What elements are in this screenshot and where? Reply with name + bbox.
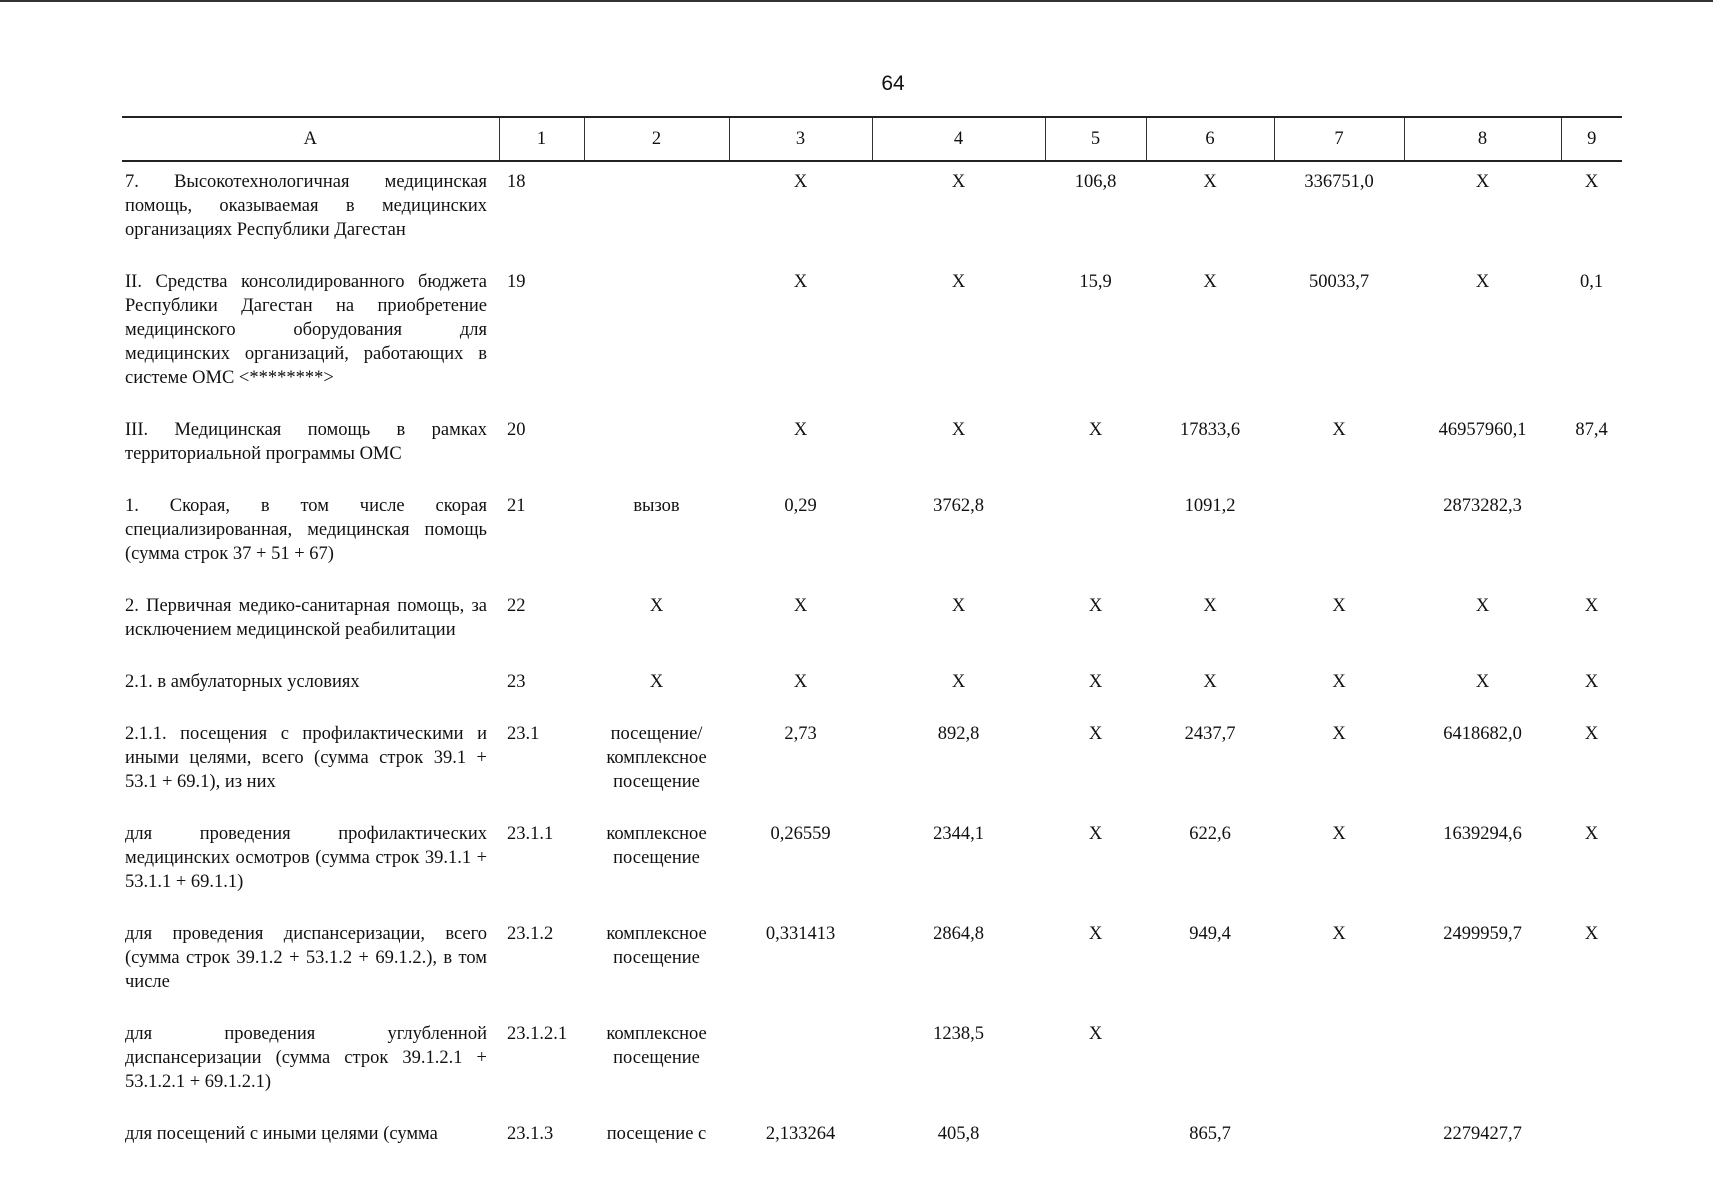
cell-col-4: Х [951, 596, 966, 616]
column-header-2: 2 [584, 117, 729, 161]
row-label-cell: II. Средства консолидированного бюджета Республики Дагестан на приобретение медицинского оборудования для медицинских организаций, работающих в системе ОМС <********> [125, 272, 487, 388]
table-row [122, 262, 1622, 410]
cell-col-3: Х [793, 596, 808, 616]
cell-col-7 [1274, 486, 1404, 586]
cell-col-2: комплексное посещение [606, 1024, 707, 1068]
row-label-cell: 1. Скорая, в том числе скорая специализированная, медицинская помощь (сумма строк 37 + 51 + 67) [125, 496, 487, 564]
column-header-7: 7 [1274, 117, 1404, 161]
cell-col-5 [1045, 486, 1146, 586]
cell-col-2 [584, 161, 729, 262]
column-header-a: А [122, 117, 499, 161]
cell-col-6: Х [1203, 172, 1217, 192]
table-row [122, 1114, 1622, 1146]
cell-col-9: Х [1584, 924, 1599, 944]
cell-col-6: Х [1203, 596, 1217, 616]
cell-col-4: Х [951, 672, 966, 692]
cell-col-6: 17833,6 [1179, 420, 1241, 440]
row-label-cell: 2. Первичная медико-санитарная помощь, за исключением медицинской реабилитации [125, 596, 487, 640]
cell-col-4: Х [951, 272, 966, 292]
cell-col-5: Х [1088, 724, 1103, 744]
row-label-cell: для посещений с иными целями (сумма [125, 1124, 438, 1144]
page-top-rule [0, 0, 1713, 2]
cell-col-1: 23.1 [507, 724, 540, 744]
cell-col-3: Х [793, 272, 808, 292]
cell-col-9: 87,4 [1575, 420, 1608, 440]
cell-col-1: 19 [507, 272, 526, 292]
cell-col-3 [729, 1014, 872, 1114]
cell-col-9 [1561, 1014, 1622, 1114]
cell-col-8 [1404, 1014, 1561, 1114]
cell-col-6: Х [1203, 672, 1217, 692]
cell-col-1: 23.1.2 [507, 924, 554, 944]
header-row [122, 117, 1622, 161]
cell-col-9: Х [1584, 596, 1599, 616]
cell-col-5 [1045, 1114, 1146, 1146]
cell-col-3: 2,73 [784, 724, 817, 744]
cell-col-1: 23.1.2.1 [507, 1024, 568, 1044]
row-label-cell: для проведения диспансеризации, всего (сумма строк 39.1.2 + 53.1.2 + 69.1.2.), в том числе [125, 924, 487, 992]
cell-col-2 [584, 262, 729, 410]
cell-col-6 [1146, 1014, 1274, 1114]
table-row [122, 814, 1622, 914]
cell-col-1: 23.1.3 [507, 1124, 554, 1144]
row-label-cell: 7. Высокотехнологичная медицинская помощь, оказываемая в медицинских организациях Республики Дагестан [125, 172, 487, 240]
cell-col-4: 892,8 [937, 724, 980, 744]
row-label-cell: 2.1.1. посещения с профилактическими и иными целями, всего (сумма строк 39.1 + 53.1 + 69.1), из них [125, 724, 487, 792]
cell-col-7: Х [1332, 724, 1346, 744]
cell-col-7: 336751,0 [1304, 172, 1374, 192]
cell-col-2: посещение/ комплексное посещение [606, 724, 707, 792]
cell-col-7: Х [1332, 596, 1346, 616]
cell-col-5: 106,8 [1074, 172, 1117, 192]
table-row [122, 161, 1622, 262]
cell-col-8: Х [1475, 596, 1490, 616]
cell-col-7: Х [1332, 672, 1346, 692]
cell-col-4: 405,8 [937, 1124, 980, 1144]
cell-col-9: Х [1584, 724, 1599, 744]
row-label-cell: III. Медицинская помощь в рамках территориальной программы ОМС [125, 420, 487, 464]
cell-col-6: 949,4 [1189, 924, 1231, 944]
cell-col-8: Х [1475, 172, 1490, 192]
cell-col-6: 622,6 [1189, 824, 1231, 844]
cell-col-5: Х [1088, 596, 1103, 616]
cell-col-6: Х [1203, 272, 1217, 292]
cell-col-2: комплексное посещение [606, 824, 707, 868]
cell-col-8: 2873282,3 [1443, 496, 1522, 516]
cell-col-3: Х [793, 172, 808, 192]
cell-col-7: 50033,7 [1308, 272, 1370, 292]
cell-col-4: 2864,8 [933, 924, 984, 944]
cell-col-9 [1561, 1114, 1622, 1146]
column-header-3: 3 [729, 117, 872, 161]
cell-col-2: посещение с [606, 1124, 707, 1144]
cell-col-8: 2279427,7 [1443, 1124, 1522, 1144]
cell-col-8: 6418682,0 [1443, 724, 1522, 744]
column-header-5: 5 [1045, 117, 1146, 161]
cell-col-8: Х [1475, 672, 1490, 692]
table-row [122, 410, 1622, 486]
cell-col-8: 46957960,1 [1438, 420, 1527, 440]
cell-col-8: Х [1475, 272, 1490, 292]
cell-col-5: Х [1088, 824, 1103, 844]
cell-col-9: 0,1 [1579, 272, 1604, 292]
cell-col-7: Х [1332, 420, 1346, 440]
cell-col-1: 20 [507, 420, 526, 440]
column-header-9: 9 [1561, 117, 1622, 161]
cell-col-8: 1639294,6 [1443, 824, 1522, 844]
cell-col-2: Х [649, 596, 664, 616]
cell-col-1: 21 [507, 496, 526, 516]
cell-col-2: комплексное посещение [606, 924, 707, 968]
cell-col-5: Х [1088, 672, 1103, 692]
cell-col-1: 18 [507, 172, 526, 192]
cell-col-7 [1274, 1014, 1404, 1114]
cell-col-5: 15,9 [1079, 272, 1112, 292]
column-header-1: 1 [499, 117, 584, 161]
cell-col-1: 23.1.1 [507, 824, 554, 844]
cell-col-2: вызов [633, 496, 680, 516]
cell-col-3: Х [793, 420, 808, 440]
cell-col-2: Х [649, 672, 664, 692]
column-header-8: 8 [1404, 117, 1561, 161]
table-row [122, 486, 1622, 586]
cell-col-6: 2437,7 [1184, 724, 1236, 744]
cell-col-7 [1274, 1114, 1404, 1146]
cell-col-9: Х [1584, 672, 1599, 692]
cell-col-4: Х [951, 420, 966, 440]
cell-col-1: 23 [507, 672, 526, 692]
table-row [122, 586, 1622, 662]
cell-col-3: 0,331413 [765, 924, 836, 944]
cell-col-5: Х [1088, 420, 1103, 440]
cell-col-3: 0,26559 [770, 824, 831, 844]
table-row [122, 662, 1622, 714]
cell-col-9 [1561, 486, 1622, 586]
cell-col-1: 22 [507, 596, 526, 616]
data-table [122, 116, 1622, 1146]
cell-col-2 [584, 410, 729, 486]
cell-col-7: Х [1332, 924, 1346, 944]
column-header-4: 4 [872, 117, 1045, 161]
cell-col-4: 1238,5 [933, 1024, 984, 1044]
cell-col-6: 865,7 [1189, 1124, 1231, 1144]
cell-col-5: Х [1088, 1024, 1103, 1044]
table-body [122, 161, 1622, 1146]
cell-col-9: Х [1584, 824, 1599, 844]
cell-col-3: 0,29 [784, 496, 817, 516]
cell-col-3: 2,133264 [765, 1124, 836, 1144]
table-row [122, 1014, 1622, 1114]
table-row [122, 714, 1622, 814]
page-number: 64 [881, 72, 905, 95]
column-header-6: 6 [1146, 117, 1274, 161]
cell-col-3: Х [793, 672, 808, 692]
row-label-cell: для проведения углубленной диспансеризации (сумма строк 39.1.2.1 + 53.1.2.1 + 69.1.2.1) [125, 1024, 487, 1092]
table-row [122, 914, 1622, 1014]
cell-col-6: 1091,2 [1184, 496, 1236, 516]
row-label-cell: 2.1. в амбулаторных условиях [125, 672, 360, 692]
cell-col-5: Х [1088, 924, 1103, 944]
cell-col-8: 2499959,7 [1443, 924, 1522, 944]
row-label-cell: для проведения профилактических медицинских осмотров (сумма строк 39.1.1 + 53.1.1 + 69.1.1) [125, 824, 487, 892]
cell-col-7: Х [1332, 824, 1346, 844]
cell-col-4: 2344,1 [933, 824, 984, 844]
table-header [122, 117, 1622, 161]
cell-col-4: Х [951, 172, 966, 192]
cell-col-4: 3762,8 [933, 496, 984, 516]
cell-col-9: Х [1584, 172, 1599, 192]
